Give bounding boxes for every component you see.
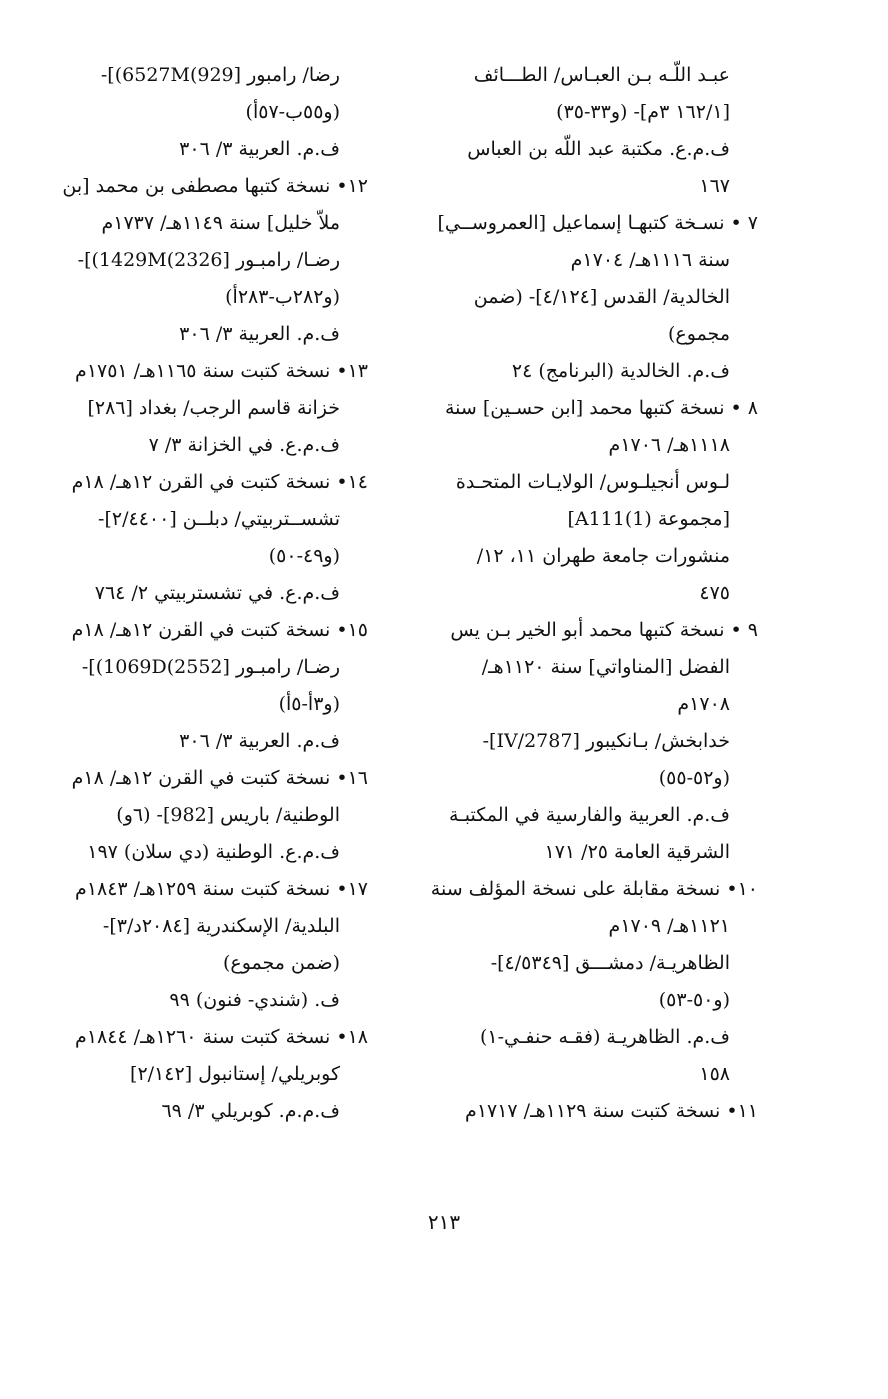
text-line: [١٦٢/١ ٣م]- (و٣٣-٣٥) [556,101,730,123]
text-line: ف.م. العربية ٣/ ٣٠٦ [179,730,340,752]
right-column [422,57,758,1130]
text-line: ١٦٧ [699,175,730,197]
text-line: منشورات جامعة طهران ١١، ١٢/ [476,545,730,567]
text-line: ١٤• نسخة كتبت في القرن ١٢هـ/ ١٨م [71,471,368,493]
text-line: (و٣أ-٥أ) [278,693,340,715]
text-line: (و٥٥ب-٥٧أ) [245,101,340,123]
text-line: رضا/ رامبور [929)6527M)]- [100,64,340,86]
text-line: ف.م. الخالدية (البرنامج) ٢٤ [511,360,730,382]
text-line: ف.م.ع. في تشستربيتي ٢/ ٧٦٤ [94,582,340,604]
text-line: تشســتربيتي/ دبلــن [٢/٤٤٠٠]- [98,508,340,530]
text-line: ف.م. العربية والفارسية في المكتبـة [449,804,730,826]
text-line: مجموع) [668,323,730,345]
text-line: ١١• نسخة كتبت سنة ١١٢٩هـ/ ١٧١٧م [465,1100,758,1122]
text-line: الظاهريـة/ دمشـــق [٤/٥٣٤٩]- [490,952,730,974]
text-line: ف.م. العربية ٣/ ٣٠٦ [179,138,340,160]
text-line: (و٥٠-٥٣) [658,989,730,1011]
text-line: الشرقية العامة ٢٥/ ١٧١ [544,841,730,863]
text-line: ١٧• نسخة كتبت سنة ١٢٥٩هـ/ ١٨٤٣م [75,878,368,900]
page-number: ٢١٣ [427,1210,461,1234]
text-line: ملاّ خليل] سنة ١١٤٩هـ/ ١٧٣٧م [101,212,340,234]
text-line: عبـد اللّـه بـن العبـاس/ الطـــائف [473,64,730,86]
text-line: ٩ • نسخة كتبها محمد أبو الخير بـن يس [450,619,758,641]
text-line: خدابخش/ بـانكيبور [2787/IV]- [482,730,730,752]
text-line: [مجموعة A111(1)] [567,508,730,530]
text-line: سنة ١١١٦هـ/ ١٧٠٤م [570,249,730,271]
text-line: البلدية/ الإسكندرية [٢٠٨٤د/٣]- [102,915,340,937]
text-line: الخالدية/ القدس [٤/١٢٤]- (ضمن [473,286,730,308]
text-line: لـوس أنجيلـوس/ الولايـات المتحـدة [455,471,730,493]
text-line: (ضمن مجموع) [222,952,340,974]
text-line: (و٤٩-٥٠) [268,545,340,567]
text-line: ١٥• نسخة كتبت في القرن ١٢هـ/ ١٨م [71,619,368,641]
text-line: ٤٧٥ [699,582,730,604]
text-line: ف.م. العربية ٣/ ٣٠٦ [179,323,340,345]
text-line: ١٠• نسخة مقابلة على نسخة المؤلف سنة [430,878,758,900]
text-line: ١٨• نسخة كتبت سنة ١٢٦٠هـ/ ١٨٤٤م [75,1026,368,1048]
text-line: الوطنية/ باريس [982]- (٦و) [116,804,340,826]
text-line: رضـا/ رامبـور [2326)1429M)]- [77,249,340,271]
text-line: ١٢• نسخة كتبها مصطفى بن محمد [بن [62,175,368,197]
text-line: ١١٢١هـ/ ١٧٠٩م [608,915,730,937]
text-line: ١٦• نسخة كتبت في القرن ١٢هـ/ ١٨م [71,767,368,789]
left-column [36,57,368,1130]
text-line: ف.م.ع. في الخزانة ٣/ ٧ [148,434,340,456]
text-line: ٨ • نسخة كتبها محمد [ابن حسـين] سنة [444,397,758,419]
text-line: (و٢٨٢ب-٢٨٣أ) [225,286,340,308]
text-line: ١٧٠٨م [677,693,730,715]
text-line: ف. (شندي- فنون) ٩٩ [169,989,340,1011]
text-line: رضـا/ رامبـور [2552)1069D)]- [81,656,340,678]
text-line: ف.م.ع. مكتبة عبد اللّه بن العباس [467,138,730,160]
text-line: كوبريلي/ إستانبول [٢/١٤٢] [130,1063,340,1085]
text-line: ف.م. الظاهريـة (فقـه حنفـي-١) [479,1026,730,1048]
text-line: ف.م.م. كوبريلي ٣/ ٦٩ [161,1100,340,1122]
text-line: ١٥٨ [699,1063,730,1085]
text-line: (و٥٢-٥٥) [658,767,730,789]
text-line: الفضل [المناواتي] سنة ١١٢٠هـ/ [481,656,730,678]
text-line: ١١١٨هـ/ ١٧٠٦م [608,434,730,456]
text-line: خزانة قاسم الرجب/ بغداد [٢٨٦] [87,397,340,419]
text-line: ١٣• نسخة كتبت سنة ١١٦٥هـ/ ١٧٥١م [75,360,368,382]
text-line: ٧ • نسـخة كتبهـا إسماعيل [العمروســي] [437,212,758,234]
text-line: ف.م.ع. الوطنية (دي سلان) ١٩٧ [87,841,340,863]
